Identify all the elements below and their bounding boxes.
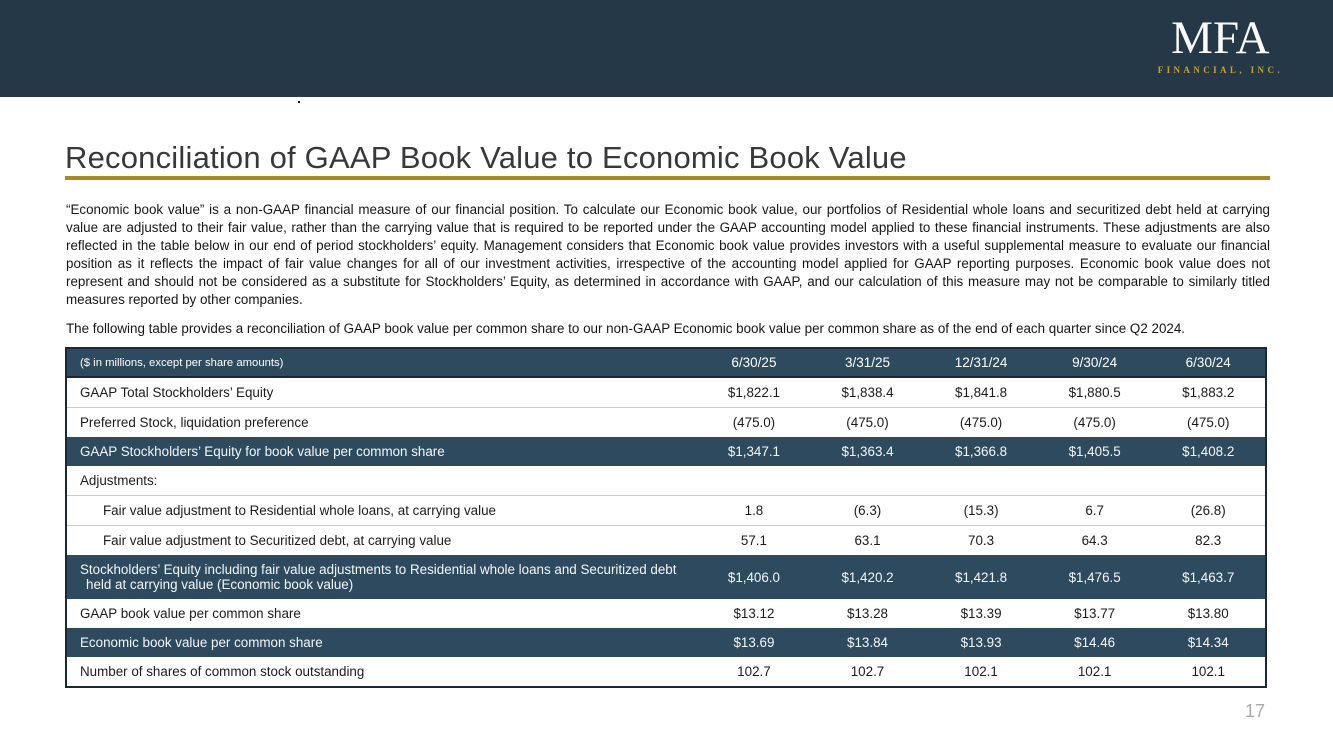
- row-value: 57.1: [697, 526, 811, 556]
- row-value: $1,363.4: [841, 444, 894, 459]
- row-label: Adjustments:: [80, 473, 158, 488]
- row-value: (6.3): [811, 496, 925, 526]
- row-value: $13.39: [960, 606, 1002, 621]
- row-value: $1,838.4: [841, 385, 894, 400]
- row-value: (475.0): [811, 408, 925, 438]
- row-value: 102.1: [964, 664, 998, 679]
- row-value: $1,822.1: [727, 385, 780, 400]
- column-header-date: 9/30/24: [1038, 349, 1152, 377]
- table-row: [67, 437, 1265, 466]
- body-text-block: [66, 201, 1270, 338]
- table-header-row: [67, 349, 1265, 377]
- row-value: 102.1: [1077, 664, 1112, 679]
- table-row: [67, 657, 1265, 686]
- row-value: $13.12: [733, 606, 775, 621]
- row-value: $13.28: [847, 606, 888, 621]
- table-row: [67, 628, 1265, 657]
- row-value: 102.7: [850, 664, 885, 679]
- row-value: $13.69: [733, 635, 775, 650]
- row-label: GAAP Stockholders’ Equity for book value per common share: [80, 444, 445, 459]
- mfa-logo-subtitle: FINANCIAL, INC.: [1157, 65, 1283, 75]
- row-label: Preferred Stock, liquidation preference: [67, 408, 697, 438]
- row-label: GAAP Total Stockholders’ Equity: [80, 385, 274, 400]
- row-value: 82.3: [1151, 526, 1265, 556]
- table-row: [67, 555, 1265, 599]
- table-body: [67, 377, 1265, 686]
- column-header-date: 6/30/25: [697, 349, 811, 377]
- table-row: [67, 496, 1265, 526]
- economic-book-value-definition-paragraph: “Economic book value” is a non-GAAP financial measure of our financial position. To calculate our Economic book value, our portfolios of Residential whole loans and securitized debt held at carrying value are adjusted to their fair value, rather than the carrying value that is required to be reported under the GAAP accounting model applied to these financial instruments. These adjustments are also reflected in the table below in our end of period stockholders’ equity. Management considers that Economic book value provides investors with a useful supplemental measure to evaluate our financial position as it reflects the impact of fair value changes for all of our investment activities, irrespective of the accounting model applied for GAAP reporting purposes. Economic book value does not represent and should not be considered as a substitute for Stockholders’ Equity, as determined in accordance with GAAP, and our calculation of this measure may not be comparable to similarly titled measures reported by other companies.: [66, 202, 1270, 307]
- gold-divider-rule: [65, 176, 1270, 180]
- column-header-date: 3/31/25: [811, 349, 925, 377]
- row-label: GAAP book value per common share: [80, 606, 301, 621]
- row-value: $1,420.2: [841, 569, 894, 585]
- row-value: (475.0): [1151, 408, 1265, 438]
- reconciliation-table-container: [65, 347, 1267, 688]
- row-value: $1,463.7: [1182, 569, 1235, 585]
- row-value: [1038, 466, 1152, 496]
- row-value: $1,405.5: [1068, 444, 1121, 459]
- table-intro-paragraph: The following table provides a reconciliation of GAAP book value per common share to our non-GAAP Economic book value per common share as of the end of each quarter since Q2 2024.: [66, 321, 1186, 337]
- row-value: $1,421.8: [955, 569, 1008, 585]
- row-value: $14.46: [1074, 635, 1116, 650]
- row-value: $1,880.5: [1068, 385, 1121, 400]
- mfa-logo: [1157, 12, 1283, 75]
- row-value: $13.80: [1187, 606, 1229, 621]
- row-value: $1,476.5: [1068, 569, 1121, 585]
- table-row: [67, 526, 1265, 556]
- row-value: $13.93: [960, 635, 1002, 650]
- row-value: $1,841.8: [955, 385, 1008, 400]
- row-value: $1,366.8: [955, 444, 1008, 459]
- row-value: (475.0): [1038, 408, 1152, 438]
- row-value: [1151, 466, 1265, 496]
- row-label: Economic book value per common share: [80, 635, 323, 650]
- row-value: (475.0): [924, 408, 1038, 438]
- row-value: (15.3): [924, 496, 1038, 526]
- row-value: [697, 466, 811, 496]
- column-header-date: 12/31/24: [924, 349, 1038, 377]
- row-value: 102.7: [737, 664, 771, 679]
- row-value: (475.0): [697, 408, 811, 438]
- row-value: $1,408.2: [1182, 444, 1235, 459]
- page-number: 17: [1244, 701, 1265, 721]
- row-label: Fair value adjustment to Securitized debt, at carrying value: [67, 526, 697, 556]
- row-value: (26.8): [1151, 496, 1265, 526]
- table-units-note: ($ in millions, except per share amounts): [67, 349, 697, 377]
- stray-period-artifact: [298, 101, 300, 103]
- table-row: [67, 466, 1265, 496]
- row-label: Number of shares of common stock outstanding: [80, 664, 365, 679]
- row-value: 70.3: [924, 526, 1038, 556]
- row-value: 6.7: [1038, 496, 1152, 526]
- row-value: $1,406.0: [727, 569, 780, 585]
- table-row: [67, 599, 1265, 628]
- table-row: [67, 408, 1265, 438]
- row-value: $1,883.2: [1182, 385, 1235, 400]
- slide-title: Reconciliation of GAAP Book Value to Economic Book Value: [65, 139, 907, 175]
- row-value: $13.77: [1074, 606, 1116, 621]
- row-label: Stockholders’ Equity including fair value adjustments to Residential whole loans and Securitized debt held at carrying value (Economic book value): [80, 562, 677, 592]
- mfa-logo-wordmark: MFA: [1171, 12, 1270, 64]
- reconciliation-table: [67, 349, 1265, 686]
- row-value: 1.8: [697, 496, 811, 526]
- row-value: 63.1: [811, 526, 925, 556]
- row-value: $13.84: [847, 635, 888, 650]
- row-value: [811, 466, 925, 496]
- top-navy-band: [0, 0, 1333, 97]
- row-value: $14.34: [1187, 635, 1229, 650]
- row-value: 64.3: [1038, 526, 1152, 556]
- row-value: 102.1: [1191, 664, 1225, 679]
- table-row: [67, 377, 1265, 408]
- row-value: [924, 466, 1038, 496]
- row-value: $1,347.1: [727, 444, 780, 459]
- row-label: Fair value adjustment to Residential whole loans, at carrying value: [67, 496, 697, 526]
- column-header-date: 6/30/24: [1151, 349, 1265, 377]
